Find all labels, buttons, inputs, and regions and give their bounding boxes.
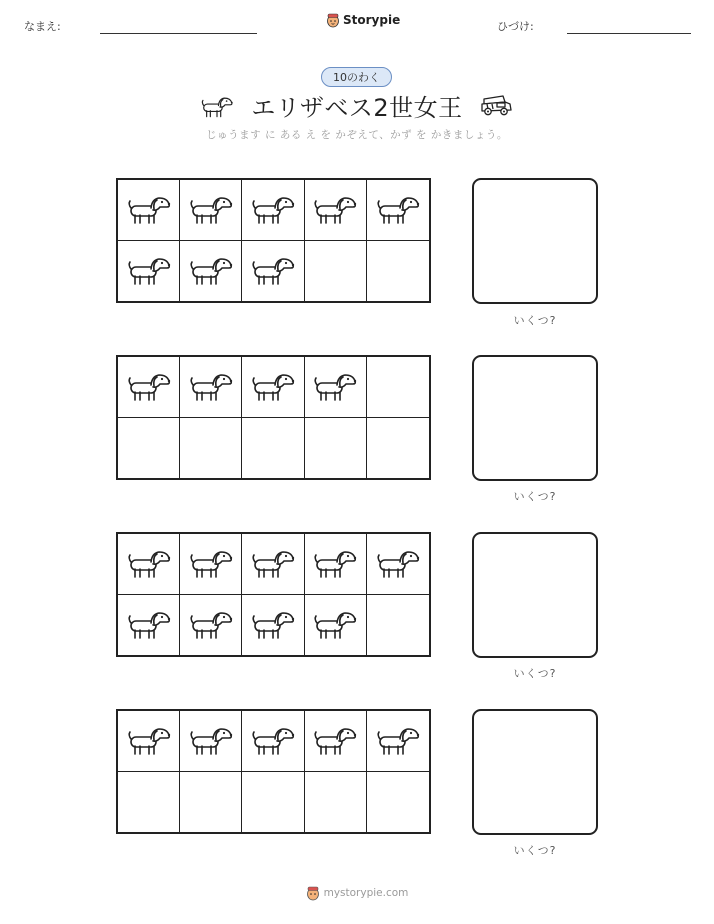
- dog-icon: [375, 725, 421, 757]
- dog-icon: [250, 609, 296, 641]
- page-title: エリザベス2世女王: [251, 94, 463, 122]
- question-label-3: いくつ?: [513, 667, 557, 680]
- ten-frame-cell: [118, 772, 180, 833]
- dog-icon: [312, 194, 358, 226]
- ten-frame-cell: [118, 241, 180, 302]
- dog-icon: [312, 548, 358, 580]
- storypie-mascot-icon: [326, 12, 340, 28]
- ten-frame-cell: [180, 418, 242, 479]
- ten-frame-cell: [367, 241, 429, 302]
- ten-frame-cell: [367, 180, 429, 241]
- ten-frame-cell: [180, 534, 242, 595]
- date-line[interactable]: [567, 33, 691, 34]
- ten-frame-2: [116, 355, 431, 480]
- ten-frame-cell: [180, 772, 242, 833]
- dog-icon: [126, 725, 172, 757]
- dog-icon: [250, 255, 296, 287]
- ten-frame-cell: [242, 534, 304, 595]
- dog-icon: [188, 725, 234, 757]
- ten-frame-cell: [180, 595, 242, 656]
- ten-frame-cell: [242, 418, 304, 479]
- answer-box-4[interactable]: [472, 709, 598, 835]
- ten-frame-3: [116, 532, 431, 657]
- ten-frame-cell: [180, 711, 242, 772]
- dog-icon: [312, 725, 358, 757]
- ten-frame-cell: [305, 241, 367, 302]
- answer-box-2[interactable]: [472, 355, 598, 481]
- truck-icon: [479, 93, 513, 117]
- brand-name: Storypie: [343, 13, 401, 27]
- ten-frame-cell: [367, 357, 429, 418]
- ten-frame-cell: [305, 357, 367, 418]
- ten-frame-cell: [118, 357, 180, 418]
- dog-icon: [126, 371, 172, 403]
- ten-frame-cell: [242, 772, 304, 833]
- ten-frame-4: [116, 709, 431, 834]
- ten-frame-1: [116, 178, 431, 303]
- ten-frame-cell: [305, 595, 367, 656]
- dog-icon: [188, 609, 234, 641]
- dog-icon: [250, 194, 296, 226]
- ten-frame-cell: [242, 711, 304, 772]
- name-line[interactable]: [100, 33, 257, 34]
- ten-frame-cell: [118, 595, 180, 656]
- ten-frame-cell: [305, 534, 367, 595]
- dog-icon: [250, 725, 296, 757]
- dog-icon: [312, 609, 358, 641]
- ten-frame-cell: [305, 772, 367, 833]
- dog-icon: [375, 548, 421, 580]
- dog-icon: [126, 548, 172, 580]
- ten-frame-cell: [180, 241, 242, 302]
- dog-icon: [188, 255, 234, 287]
- dog-icon: [375, 194, 421, 226]
- ten-frame-cell: [242, 241, 304, 302]
- dog-icon: [188, 194, 234, 226]
- ten-frame-cell: [118, 711, 180, 772]
- question-label-4: いくつ?: [513, 844, 557, 857]
- dog-icon: [188, 371, 234, 403]
- ten-frame-cell: [367, 534, 429, 595]
- instructions: じゅうます に ある え を かぞえて、かず を かきましょう。: [206, 129, 508, 141]
- ten-frame-cell: [305, 711, 367, 772]
- dog-icon: [126, 255, 172, 287]
- brand-logo: [326, 12, 400, 28]
- ten-frame-cell: [305, 418, 367, 479]
- ten-frame-cell: [367, 418, 429, 479]
- name-label: なまえ:: [24, 20, 61, 33]
- ten-frame-cell: [367, 711, 429, 772]
- ten-frame-cell: [118, 534, 180, 595]
- ten-frame-cell: [367, 772, 429, 833]
- ten-frame-cell: [242, 595, 304, 656]
- answer-box-3[interactable]: [472, 532, 598, 658]
- footer-url: mystorypie.com: [323, 887, 409, 899]
- ten-frame-cell: [305, 180, 367, 241]
- footer: [0, 885, 714, 901]
- dog-icon: [250, 548, 296, 580]
- storypie-mascot-icon: [306, 885, 320, 901]
- ten-frame-cell: [180, 180, 242, 241]
- answer-box-1[interactable]: [472, 178, 598, 304]
- ten-frame-badge: 10のわく: [321, 67, 392, 87]
- ten-frame-cell: [118, 180, 180, 241]
- dog-icon: [188, 548, 234, 580]
- date-label: ひづけ:: [497, 20, 534, 33]
- ten-frame-cell: [242, 180, 304, 241]
- dog-icon: [312, 371, 358, 403]
- question-label-1: いくつ?: [513, 314, 557, 327]
- ten-frame-cell: [242, 357, 304, 418]
- ten-frame-cell: [367, 595, 429, 656]
- ten-frame-cell: [118, 418, 180, 479]
- question-label-2: いくつ?: [513, 490, 557, 503]
- ten-frame-cell: [180, 357, 242, 418]
- dog-icon: [250, 371, 296, 403]
- dog-icon: [126, 609, 172, 641]
- dog-icon: [126, 194, 172, 226]
